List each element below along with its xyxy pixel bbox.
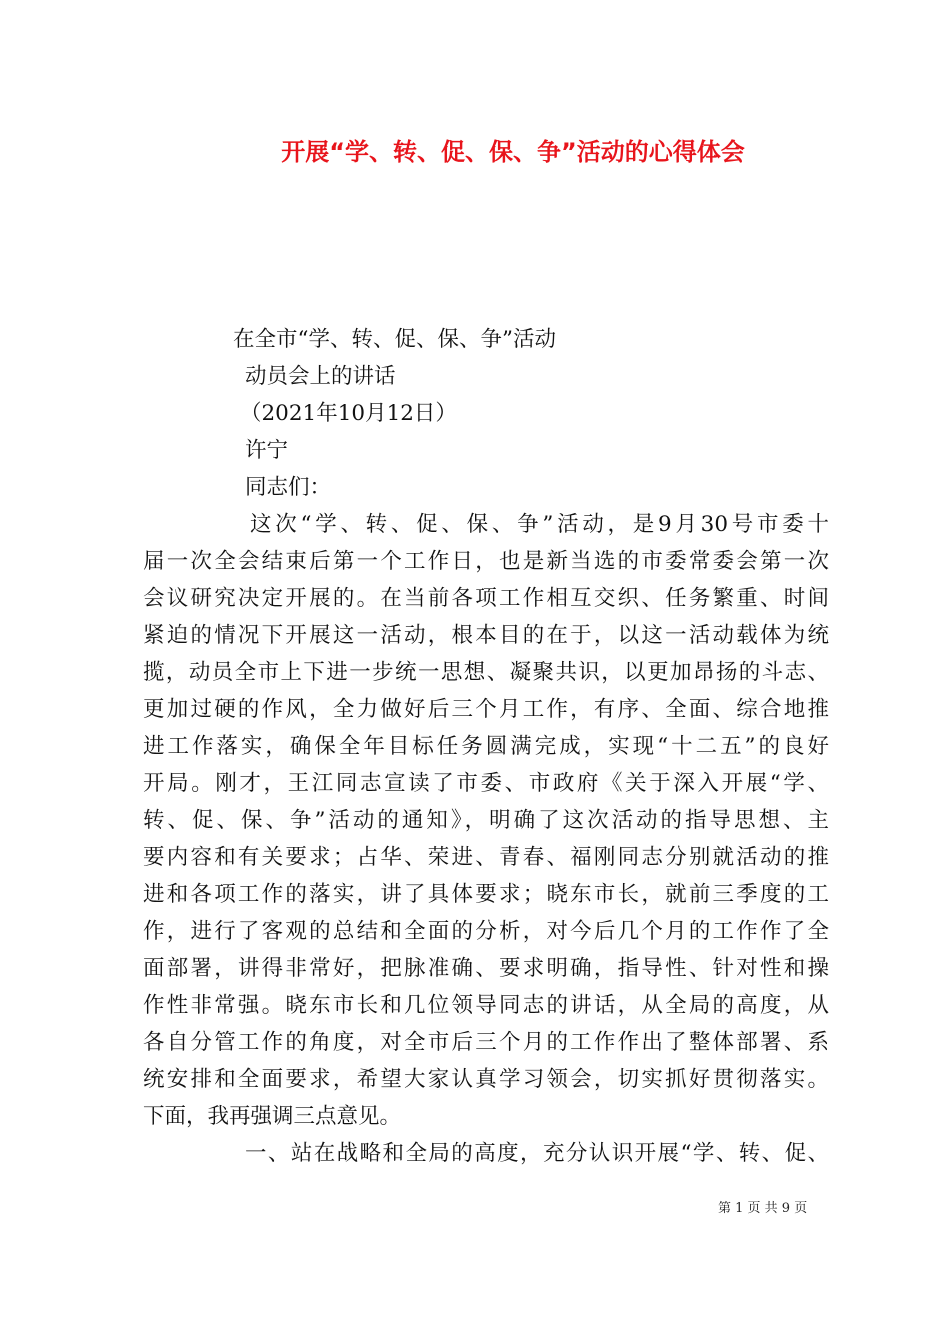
document-title: 开展“学、转、促、保、争”活动的心得体会 bbox=[281, 138, 745, 166]
body-line: 开局。刚才，王江同志宣读了市委、市政府《关于深入开展“学、 bbox=[143, 771, 829, 796]
body-line: 这次“学、转、促、保、争”活动，是9月30号市委十 bbox=[250, 512, 829, 537]
body-line: 进工作落实，确保全年目标任务圆满完成，实现“十二五”的良好 bbox=[143, 734, 829, 759]
page-indicator: 第 1 页 共 9 页 bbox=[718, 1201, 808, 1216]
body-line: 届一次全会结束后第一个工作日，也是新当选的市委常委会第一次 bbox=[143, 549, 829, 574]
body-line: 进和各项工作的落实，讲了具体要求；晓东市长，就前三季度的工 bbox=[143, 882, 829, 907]
body-line: 更加过硬的作风，全力做好后三个月工作，有序、全面、综合地推 bbox=[143, 697, 829, 722]
body-line: 紧迫的情况下开展这一活动，根本目的在于，以这一活动载体为统 bbox=[143, 623, 829, 648]
body-line: 会议研究决定开展的。在当前各项工作相互交织、任务繁重、时间 bbox=[143, 586, 829, 611]
body-line: 揽，动员全市上下进一步统一思想、凝聚共识，以更加昂扬的斗志、 bbox=[143, 660, 829, 685]
speech-heading-line-2: 动员会上的讲话 bbox=[245, 364, 396, 389]
body-line: 各自分管工作的角度，对全市后三个月的工作作出了整体部署、系 bbox=[143, 1030, 829, 1055]
salutation: 同志们： bbox=[245, 475, 332, 500]
body-line: 作性非常强。晓东市长和几位领导同志的讲话，从全局的高度，从 bbox=[143, 993, 829, 1018]
speech-heading-line-1: 在全市“学、转、促、保、争”活动 bbox=[233, 327, 556, 352]
body-line: 下面，我再强调三点意见。 bbox=[143, 1104, 402, 1129]
body-line: 转、促、保、争”活动的通知》，明确了这次活动的指导思想、主 bbox=[143, 808, 829, 833]
body-line: 要内容和有关要求；占华、荣进、青春、福刚同志分别就活动的推 bbox=[143, 845, 829, 870]
body-line: 面部署，讲得非常好，把脉准确、要求明确，指导性、针对性和操 bbox=[143, 956, 829, 981]
section-heading-line: 一、站在战略和全局的高度，充分认识开展“学、转、促、 bbox=[245, 1141, 829, 1166]
body-line: 作，进行了客观的总结和全面的分析，对今后几个月的工作作了全 bbox=[143, 919, 829, 944]
speaker-name: 许宁 bbox=[245, 438, 289, 463]
body-line: 统安排和全面要求，希望大家认真学习领会，切实抓好贯彻落实。 bbox=[143, 1067, 829, 1092]
speech-date: （2021年10月12日） bbox=[240, 401, 457, 426]
